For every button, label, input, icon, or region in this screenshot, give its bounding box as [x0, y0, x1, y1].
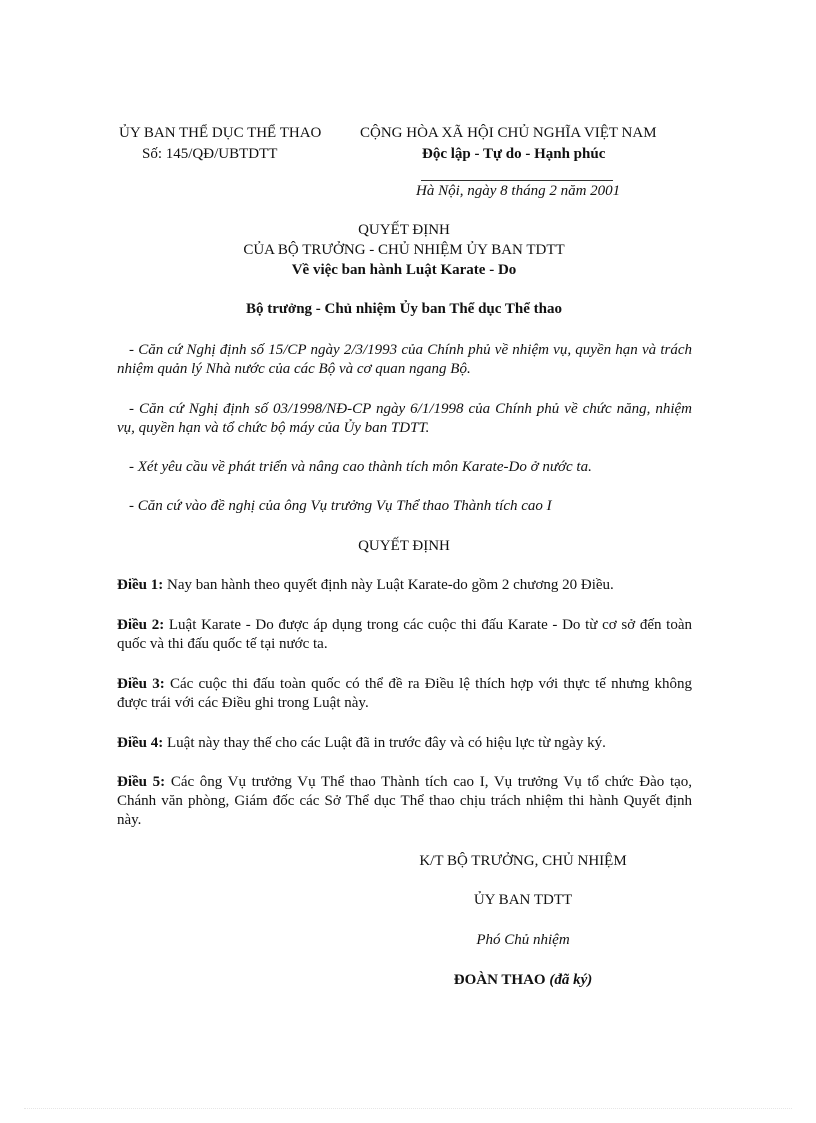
article-label: Điều 1: — [117, 577, 164, 593]
ground-paragraph: - Căn cứ Nghị định số 15/CP ngày 2/3/1993 của Chính phủ về nhiệm vụ, quyền hạn và trách nhiệm quản lý Nhà nước của các Bộ và cơ quan ngang Bộ. — [117, 342, 692, 377]
article-4 — [117, 734, 692, 753]
article-text: Luật Karate - Do được áp dụng trong các cuộc thi đấu Karate - Do từ cơ sở đến toàn quốc và thi đấu quốc tế tại nước ta. — [117, 617, 693, 652]
decision-title: QUYẾT ĐỊNH — [358, 222, 450, 238]
article-2 — [117, 616, 692, 654]
signed-note: (đã ký) — [549, 972, 593, 988]
decision-subtitle: CỦA BỘ TRƯỞNG - CHỦ NHIỆM ỦY BAN TDTT — [243, 242, 565, 258]
ground-paragraph: - Căn cứ Nghị định số 03/1998/NĐ-CP ngày 6/1/1998 của Chính phủ về chức năng, nhiệm vụ, quyền hạn và tổ chức bộ máy của Ủy ban TDTT. — [117, 401, 692, 436]
article-text: Nay ban hành theo quyết định này Luật Karate-do gồm 2 chương 20 Điều. — [167, 577, 614, 593]
motto-underline — [421, 180, 613, 181]
decision-heading: QUYẾT ĐỊNH — [358, 538, 450, 554]
signature-agency: ỦY BAN TDTT — [473, 892, 573, 908]
article-3 — [117, 675, 692, 713]
article-label: Điều 3: — [117, 676, 165, 692]
place-date: Hà Nội, ngày 8 tháng 2 năm 2001 — [416, 183, 621, 199]
article-text: Luật này thay thế cho các Luật đã in trước đây và có hiệu lực từ ngày ký. — [167, 735, 606, 751]
article-text: Các ông Vụ trưởng Vụ Thể thao Thành tích cao I, Vụ trưởng Vụ tổ chức Đào tạo, Chánh văn phòng, Giám đốc các Sở Thể dục Thể thao chịu trách nhiệm thi hành Quyết định này. — [117, 774, 693, 828]
article-label: Điều 4: — [117, 735, 164, 751]
article-label: Điều 2: — [117, 617, 165, 633]
ground-paragraph: - Căn cứ vào đề nghị của ông Vụ trưởng Vụ Thể thao Thành tích cao I — [129, 498, 552, 514]
decision-subject: Về việc ban hành Luật Karate - Do — [291, 262, 517, 278]
signature-role: Phó Chủ nhiệm — [476, 932, 570, 948]
signatory-name: ĐOÀN THAO — [453, 972, 546, 988]
signatory — [368, 971, 678, 990]
national-motto: Độc lập - Tự do - Hạnh phúc — [422, 146, 606, 162]
page-bottom-divider — [24, 1108, 792, 1109]
issuer-title: Bộ trưởng - Chủ nhiệm Ủy ban Thể dục Thể thao — [246, 301, 562, 317]
article-label: Điều 5: — [117, 774, 166, 790]
issuing-agency: ỦY BAN THỂ DỤC THỂ THAO — [119, 125, 322, 141]
document-number: Số: 145/QĐ/UBTDTT — [142, 146, 278, 162]
signature-authority: K/T BỘ TRƯỞNG, CHỦ NHIỆM — [419, 853, 627, 869]
article-1 — [117, 576, 692, 595]
article-5 — [117, 773, 692, 830]
national-title: CỘNG HÒA XÃ HỘI CHỦ NGHĨA VIỆT NAM — [360, 125, 657, 141]
ground-paragraph: - Xét yêu cầu về phát triển và nâng cao thành tích môn Karate-Do ở nước ta. — [129, 459, 592, 475]
article-text: Các cuộc thi đấu toàn quốc có thể đề ra Điều lệ thích hợp với thực tế nhưng không được trái với các Điều ghi trong Luật này. — [117, 676, 692, 711]
